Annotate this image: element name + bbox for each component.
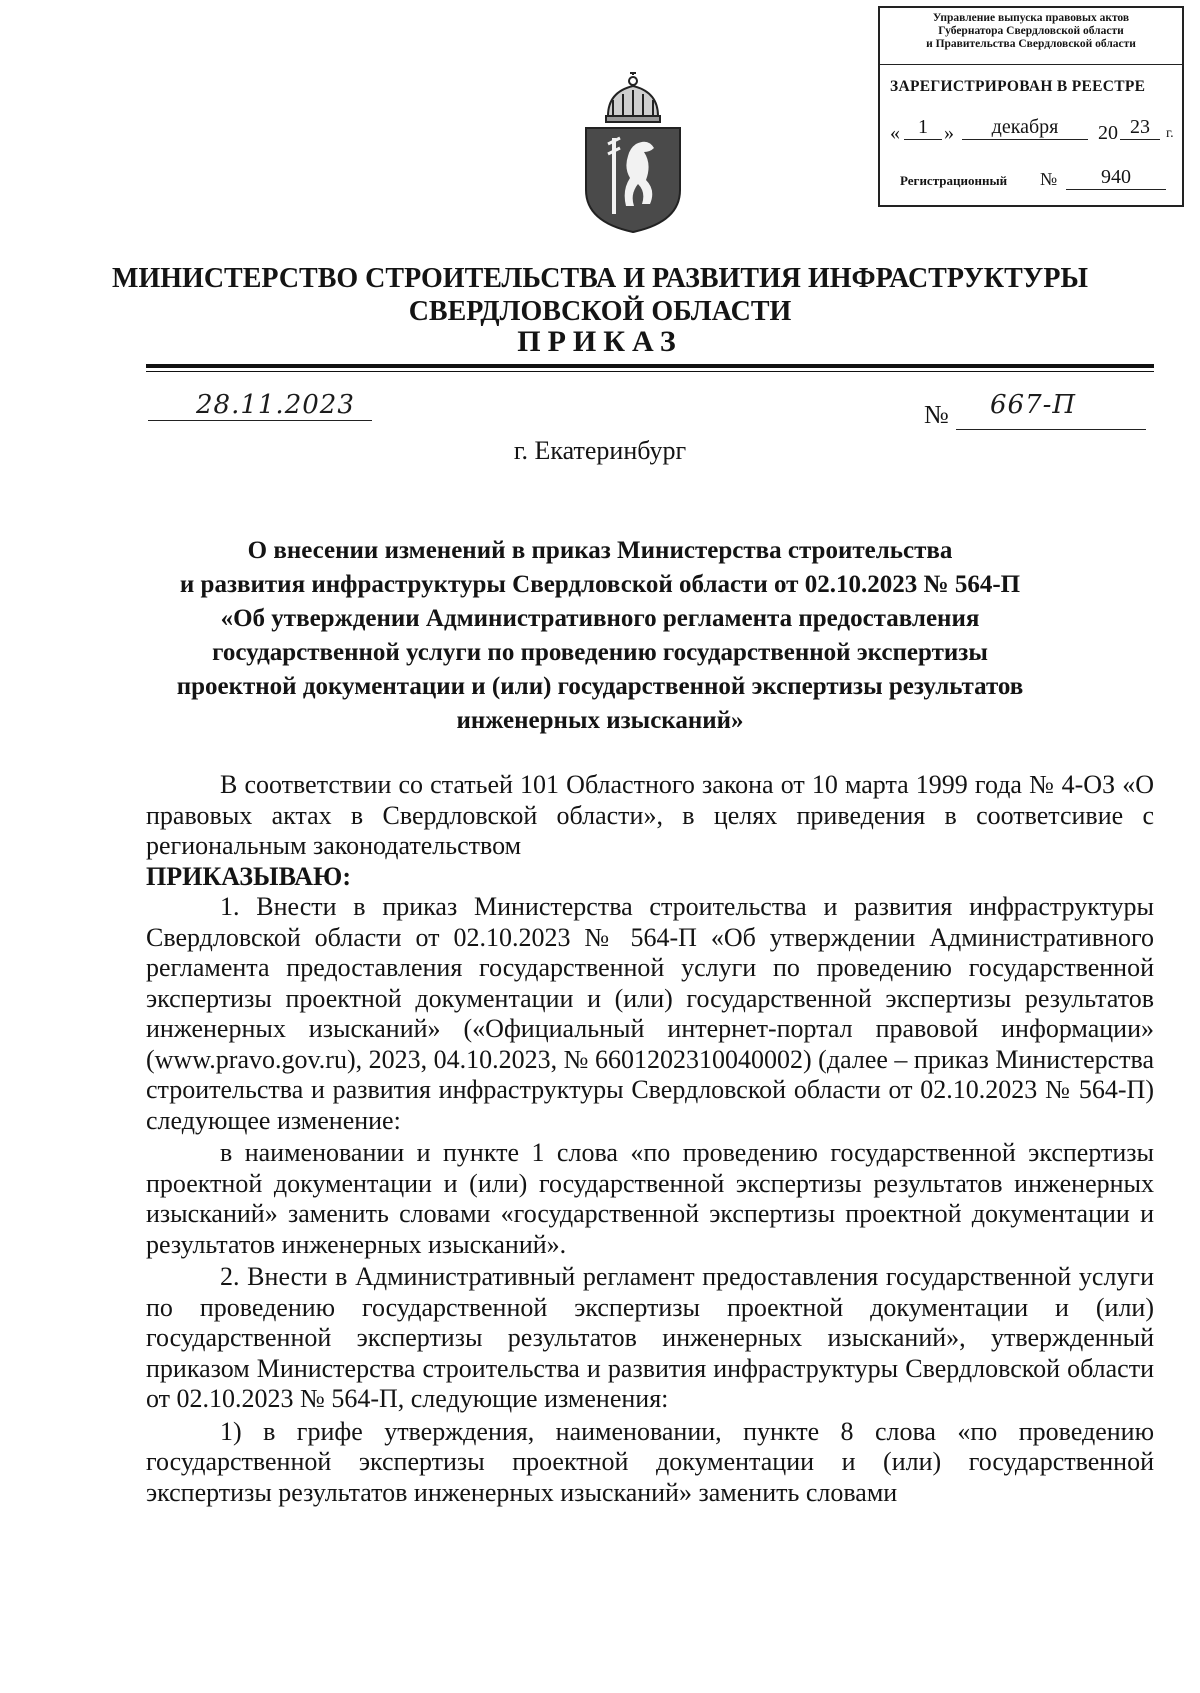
subject-line: проектной документации и (или) государственной экспертизы результатов: [176, 673, 1024, 700]
order-number-line: [956, 429, 1146, 430]
item-2-1-paragraph: 1) в грифе утверждения, наименовании, пункте 8 слова «по проведению государственной экспертизы проектной документации и (или) государственной экспертизы результатов инженерных изысканий» заменить словами: [146, 1416, 1154, 1507]
stamp-reg-no-sign: №: [1040, 169, 1058, 189]
order-date-line: [148, 420, 372, 421]
ministry-name: [100, 262, 1100, 328]
coat-of-arms-emblem: [578, 72, 688, 234]
stamp-header-line: и Правительства Свердловской области: [926, 38, 1136, 50]
stamp-reg-label: Регистрационный: [900, 173, 1008, 188]
stamp-date: [890, 116, 1180, 146]
stamp-month: декабря: [962, 116, 1088, 140]
item-2-paragraph: 2. Внести в Административный регламент предоставления государственной услуги по проведению государственной экспертизы проектной документации и (или) государственной экспертизы результатов инженерных изысканий», утвержденный приказом Министерства строительства и развития инфраструктуры Свердловской области от 02.10.2023 № 564-П, следующие изменения:: [146, 1262, 1154, 1413]
order-number-label: №: [924, 400, 949, 429]
order-body: [146, 770, 1154, 1508]
item-1-text-paragraph: в наименовании и пункте 1 слова «по проведению государственной экспертизы проектной документации и (или) государственной экспертизы результатов инженерных изысканий» заменить словами «государственной экспертизы проектной документации и результатов инженерных изысканий».: [146, 1138, 1154, 1259]
preamble-paragraph: В соответствии со статьей 101 Областного закона от 10 марта 1999 года № 4-ОЗ «О правовых актах в Свердловской области», в целях приведения в соответсивие с региональным законодательством: [146, 770, 1154, 860]
stamp-header-line: Управление выпуска правовых актов: [932, 12, 1130, 24]
decree-heading: ПРИКАЗЫВАЮ:: [146, 861, 351, 891]
stamp-quote-close: »: [944, 122, 954, 144]
stamp-reg-value: 940: [1066, 166, 1166, 190]
subject-line: государственной услуги по проведению государственной экспертизы: [212, 639, 988, 666]
stamp-year-prefix: 20: [1098, 122, 1118, 144]
registration-stamp: [878, 6, 1184, 207]
stamp-day: 1: [904, 116, 942, 140]
stamp-quote-open: «: [890, 122, 900, 144]
stamp-year-suffix: 23: [1120, 116, 1160, 140]
stamp-year-unit: г.: [1166, 126, 1174, 141]
item-1-paragraph: 1. Внести в приказ Министерства строительства и развития инфраструктуры Свердловской области от 02.10.2023 № 564-П «Об утверждении Административного регламента предоставления государственной услуги по проведению государственной экспертизы проектной документации и (или) государственной экспертизы результатов инженерных изысканий» («Официальный интернет-портал правовой информации» (www.pravo.gov.ru), 2023, 04.10.2023, № 6601202310040002) (далее – приказ Министерства строительства и развития инфраструктуры Свердловской области от 02.10.2023 № 564-П) следующее изменение:: [146, 892, 1154, 1135]
stamp-divider: [880, 64, 1182, 65]
stamp-registered-label: ЗАРЕГИСТРИРОВАН В РЕЕСТРЕ: [890, 78, 1146, 95]
order-subject: [150, 534, 1050, 738]
document-type-title: ПРИКАЗ: [517, 325, 683, 358]
stamp-header-line: Губернатора Свердловской области: [938, 25, 1124, 37]
stamp-reg-number: [900, 166, 1180, 194]
order-city: г. Екатеринбург: [513, 436, 687, 465]
order-number-handwritten: 667-П: [990, 390, 1077, 420]
subject-line: инженерных изысканий»: [456, 707, 744, 734]
ministry-line: СВЕРДЛОВСКОЙ ОБЛАСТИ: [408, 296, 792, 327]
order-date-handwritten: 28.11.2023: [196, 390, 355, 420]
subject-line: и развития инфраструктуры Свердловской области от 02.10.2023 № 564-П: [179, 571, 1021, 598]
header-rule-thin: [146, 371, 1154, 372]
stamp-header: [880, 12, 1182, 51]
header-rule-thick: [146, 364, 1154, 368]
subject-line: О внесении изменений в приказ Министерства строительства: [247, 537, 953, 564]
subject-line: «Об утверждении Административного регламента предоставления: [220, 605, 980, 632]
ministry-line: МИНИСТЕРСТВО СТРОИТЕЛЬСТВА И РАЗВИТИЯ ИНФРАСТРУКТУРЫ: [112, 263, 1088, 294]
